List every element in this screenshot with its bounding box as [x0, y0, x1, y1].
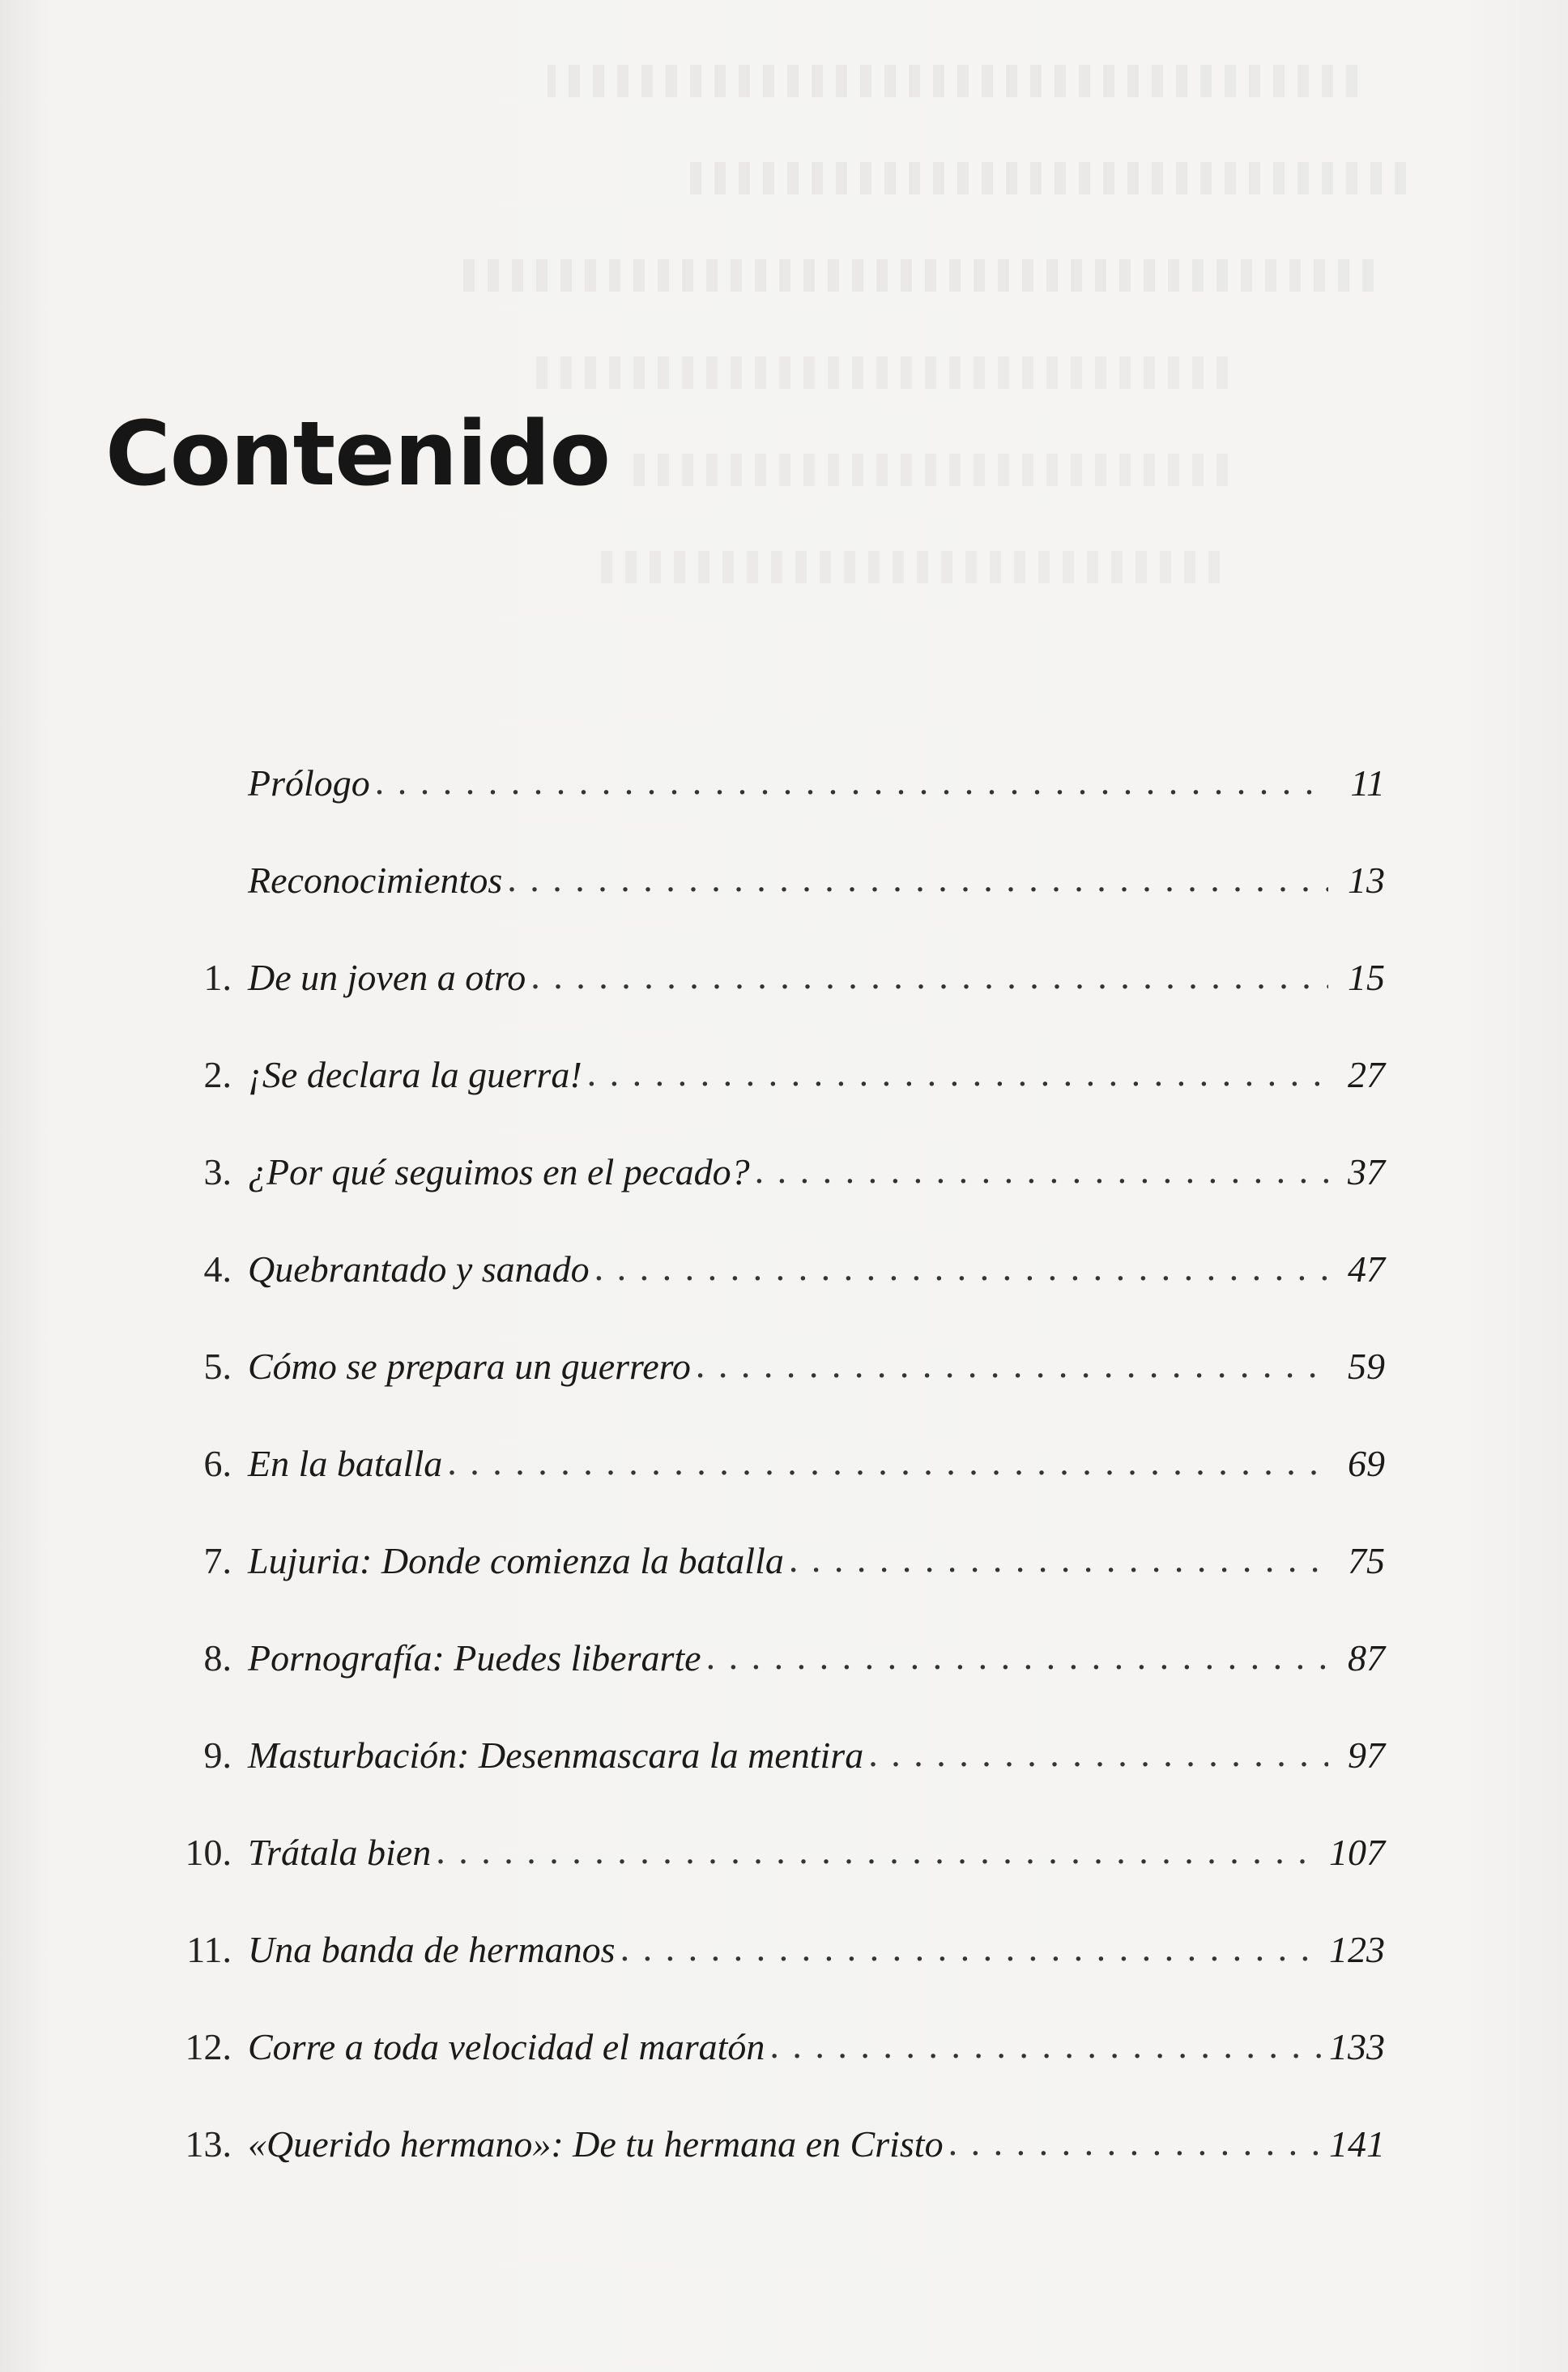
toc-entry [154, 1345, 1385, 1401]
toc-entry [154, 1636, 1385, 1693]
toc-entry-page: 47 [1348, 1248, 1385, 1290]
toc-entry [154, 2122, 1385, 2179]
toc-entry-title: Reconocimientos [248, 860, 503, 901]
toc-entry-title: Prólogo [248, 762, 370, 804]
dot-leader [868, 1732, 1328, 1775]
dot-leader [706, 1635, 1328, 1678]
toc-entry [154, 1150, 1385, 1207]
toc-entry-title: Una banda de hermanos [248, 1929, 616, 1970]
toc-entry [154, 1831, 1385, 1888]
toc-entry-title: Quebrantado y sanado [248, 1248, 590, 1290]
dot-leader [769, 2024, 1321, 2067]
toc-entry [154, 1248, 1385, 1304]
bleed-through-line [548, 65, 1357, 97]
toc-entry-page: 133 [1329, 2026, 1385, 2067]
toc-entry-title: Corre a toda velocidad el maratón [248, 2026, 765, 2067]
bleed-through-line [677, 162, 1406, 194]
dot-leader [620, 1926, 1321, 1969]
toc-entry-number: 1. [203, 957, 232, 998]
toc-entry-number: 5. [203, 1346, 232, 1387]
toc-entry-page: 107 [1329, 1832, 1385, 1873]
toc-entry [154, 956, 1385, 1013]
dot-leader [587, 1052, 1328, 1094]
toc-entry-page: 75 [1348, 1540, 1385, 1581]
toc-entry-page: 69 [1348, 1443, 1385, 1484]
toc-entry-page: 11 [1350, 762, 1385, 804]
dot-leader [594, 1246, 1328, 1289]
toc-entry-title: De un joven a otro [248, 957, 526, 998]
bleed-through-line [450, 259, 1374, 292]
toc-entry-title: Lujuria: Donde comienza la batalla [248, 1540, 784, 1581]
toc-entry-page: 15 [1348, 957, 1385, 998]
dot-leader [436, 1829, 1321, 1872]
toc-entry-title: ¿Por qué seguimos en el pecado? [248, 1151, 750, 1192]
bleed-through-line [531, 356, 1228, 389]
toc-entry-number: 9. [203, 1734, 232, 1776]
toc-entry-number: 6. [203, 1443, 232, 1484]
toc-entry [154, 859, 1385, 915]
bleed-through-line [628, 454, 1228, 486]
toc-entry [154, 2025, 1385, 2082]
dot-leader [530, 954, 1328, 997]
toc-entry-title: Masturbación: Desenmascara la mentira [248, 1734, 864, 1776]
toc-entry-number: 8. [203, 1637, 232, 1679]
toc-entry-number: 4. [203, 1248, 232, 1290]
toc-entry-page: 13 [1348, 860, 1385, 901]
toc-entry-number: 12. [185, 2026, 232, 2067]
toc-entry-number: 10. [185, 1832, 232, 1873]
dot-leader [948, 2121, 1321, 2164]
toc-entry-title: ¡Se declara la guerra! [248, 1054, 582, 1095]
toc-entry-page: 87 [1348, 1637, 1385, 1679]
toc-entry [154, 1734, 1385, 1790]
toc-entry-page: 97 [1348, 1734, 1385, 1776]
toc-entry-number: 11. [186, 1929, 232, 1970]
toc-entry-title: En la batalla [248, 1443, 443, 1484]
page-title: Contenido [105, 402, 611, 506]
toc-entry [154, 1539, 1385, 1596]
toc-entry-page: 123 [1329, 1929, 1385, 1970]
toc-entry-page: 27 [1348, 1054, 1385, 1095]
toc-entry-number: 7. [203, 1540, 232, 1581]
bleed-through-line [588, 551, 1220, 583]
dot-leader [447, 1440, 1328, 1483]
toc-entry-title: Pornografía: Puedes liberarte [248, 1637, 701, 1679]
dot-leader [507, 857, 1328, 900]
toc-entry [154, 1053, 1385, 1110]
toc-entry-page: 59 [1348, 1346, 1385, 1387]
dot-leader [755, 1149, 1328, 1192]
toc-entry-title: «Querido hermano»: De tu hermana en Cristo [248, 2123, 944, 2165]
toc-entry [154, 762, 1385, 818]
toc-entry-page: 141 [1329, 2123, 1385, 2165]
toc-entry-number: 2. [203, 1054, 232, 1095]
dot-leader [789, 1538, 1328, 1581]
toc-entry-page: 37 [1348, 1151, 1385, 1192]
toc-entry [154, 1442, 1385, 1499]
dot-leader [375, 760, 1328, 803]
toc-entry-title: Cómo se prepara un guerrero [248, 1346, 691, 1387]
toc-entry-number: 13. [185, 2123, 232, 2165]
toc-entry [154, 1928, 1385, 1985]
toc-entry-title: Trátala bien [248, 1832, 432, 1873]
dot-leader [696, 1343, 1328, 1386]
toc-entry-number: 3. [203, 1151, 232, 1192]
